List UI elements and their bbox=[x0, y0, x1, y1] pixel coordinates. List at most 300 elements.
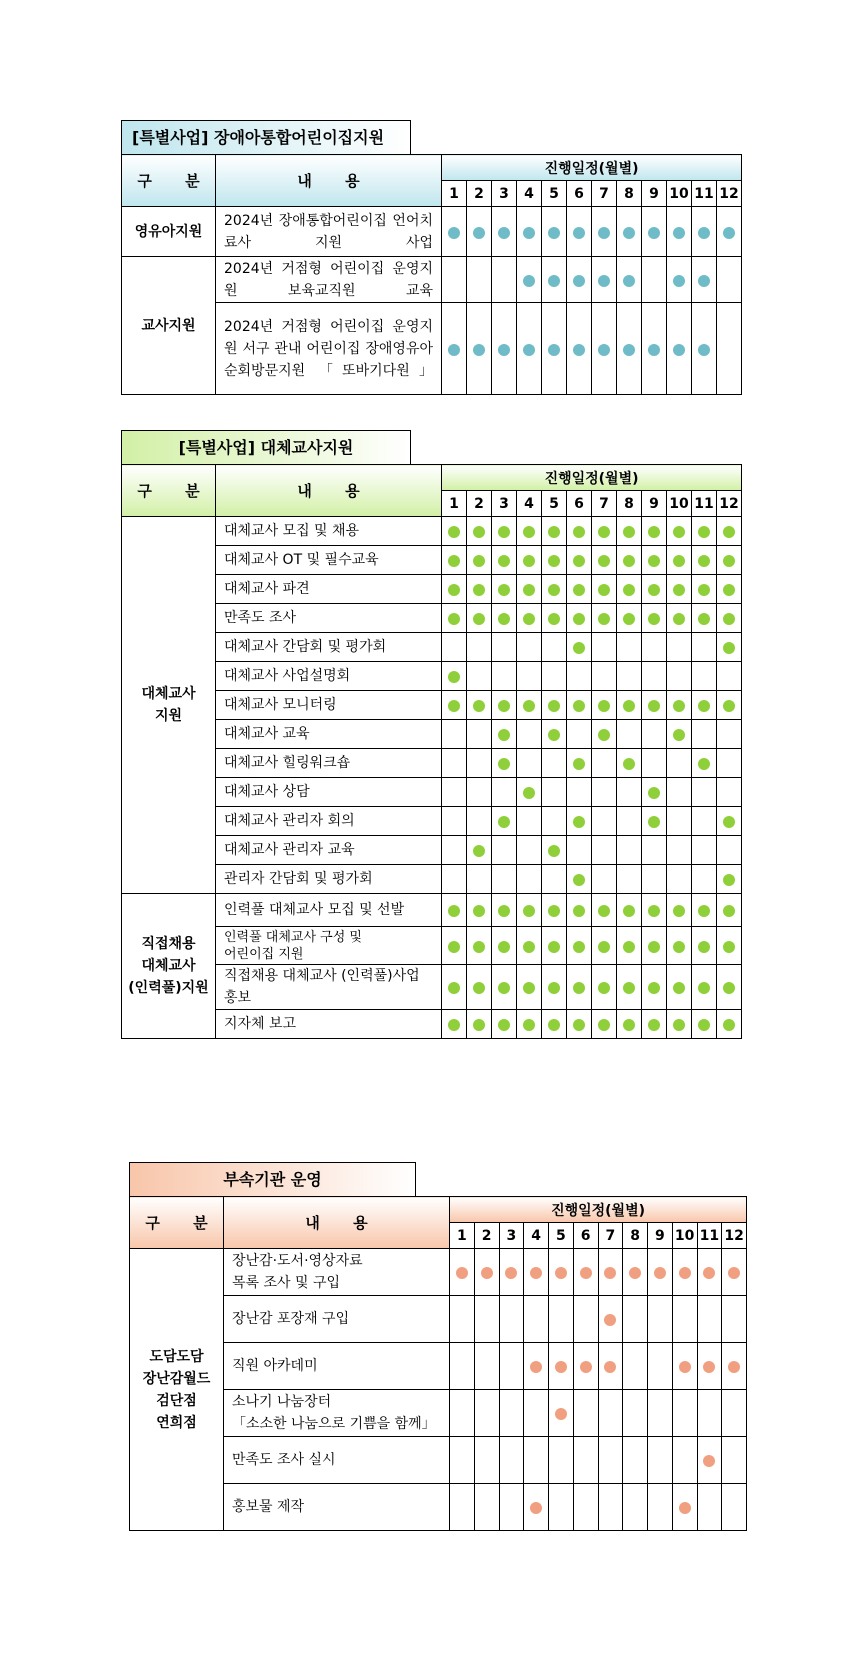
schedule-dot-icon bbox=[723, 700, 735, 712]
month-cell bbox=[592, 633, 617, 662]
month-cell bbox=[542, 257, 567, 303]
month-cell bbox=[542, 207, 567, 257]
section-title-tab bbox=[129, 1162, 416, 1196]
schedule-dot-icon bbox=[548, 1019, 560, 1031]
month-cell bbox=[642, 865, 667, 894]
schedule-dot-icon bbox=[548, 845, 560, 857]
header-content: 내 용 bbox=[224, 1197, 450, 1249]
header-category: 구 분 bbox=[130, 1197, 224, 1249]
month-cell bbox=[517, 633, 542, 662]
category-cell: 직접채용 대체교사 (인력풀)지원 bbox=[122, 894, 216, 1039]
schedule-dot-icon bbox=[573, 613, 585, 625]
month-cell bbox=[467, 1010, 492, 1039]
month-cell bbox=[717, 257, 742, 303]
month-cell bbox=[642, 807, 667, 836]
schedule-dot-icon bbox=[598, 613, 610, 625]
month-cell bbox=[467, 517, 492, 546]
month-cell bbox=[592, 691, 617, 720]
schedule-dot-icon bbox=[580, 1267, 592, 1279]
month-cell bbox=[623, 1249, 648, 1296]
month-cell bbox=[623, 1484, 648, 1531]
month-cell bbox=[667, 836, 692, 865]
schedule-dot-icon bbox=[473, 526, 485, 538]
month-cell bbox=[517, 749, 542, 778]
month-cell bbox=[517, 691, 542, 720]
month-cell bbox=[692, 836, 717, 865]
month-cell bbox=[667, 546, 692, 575]
month-cell bbox=[517, 894, 542, 927]
month-cell bbox=[667, 633, 692, 662]
schedule-dot-icon bbox=[598, 1019, 610, 1031]
schedule-dot-icon bbox=[523, 787, 535, 799]
month-cell bbox=[697, 1484, 722, 1531]
table-row bbox=[130, 1249, 747, 1296]
month-cell bbox=[617, 720, 642, 749]
schedule-dot-icon bbox=[473, 555, 485, 567]
item-cell: 2024년 거점형 어린이집 운영지원 서구 관내 어린이집 장애영유아 순회방문지원 「또바기다원」 bbox=[216, 303, 442, 395]
month-cell bbox=[567, 778, 592, 807]
schedule-dot-icon bbox=[448, 526, 460, 538]
section-title: 부속기관 운영 bbox=[223, 1170, 322, 1189]
month-header: 8 bbox=[623, 1223, 648, 1249]
month-cell bbox=[642, 546, 667, 575]
month-cell bbox=[517, 207, 542, 257]
month-cell bbox=[648, 1343, 673, 1390]
item-cell: 지자체 보고 bbox=[216, 1010, 442, 1039]
month-cell bbox=[492, 303, 517, 395]
schedule-dot-icon bbox=[673, 584, 685, 596]
schedule-dot-icon bbox=[498, 905, 510, 917]
month-cell bbox=[517, 865, 542, 894]
schedule-dot-icon bbox=[573, 758, 585, 770]
header-row bbox=[130, 1197, 747, 1223]
item-cell: 2024년 장애통합어린이집 언어치료사 지원 사업 bbox=[216, 207, 442, 257]
month-cell bbox=[717, 749, 742, 778]
month-header: 11 bbox=[697, 1223, 722, 1249]
header-schedule: 진행일정(월별) bbox=[450, 1197, 747, 1223]
month-cell bbox=[692, 894, 717, 927]
schedule-dot-icon bbox=[623, 555, 635, 567]
month-header: 6 bbox=[573, 1223, 598, 1249]
month-cell bbox=[542, 778, 567, 807]
item-cell: 홍보물 제작 bbox=[224, 1484, 450, 1531]
month-cell bbox=[549, 1249, 574, 1296]
schedule-dot-icon bbox=[498, 700, 510, 712]
month-cell bbox=[450, 1343, 475, 1390]
schedule-dot-icon bbox=[623, 526, 635, 538]
month-cell bbox=[667, 807, 692, 836]
schedule-dot-icon bbox=[448, 941, 460, 953]
month-cell bbox=[623, 1437, 648, 1484]
schedule-dot-icon bbox=[673, 526, 685, 538]
month-cell bbox=[642, 257, 667, 303]
month-cell bbox=[617, 965, 642, 1010]
month-cell bbox=[692, 749, 717, 778]
month-cell bbox=[573, 1296, 598, 1343]
month-header: 3 bbox=[492, 181, 517, 207]
schedule-dot-icon bbox=[548, 941, 560, 953]
schedule-dot-icon bbox=[448, 982, 460, 994]
schedule-dot-icon bbox=[448, 1019, 460, 1031]
schedule-dot-icon bbox=[498, 729, 510, 741]
month-cell bbox=[667, 720, 692, 749]
schedule-dot-icon bbox=[598, 526, 610, 538]
schedule-dot-icon bbox=[523, 941, 535, 953]
month-cell bbox=[617, 1010, 642, 1039]
month-cell bbox=[467, 604, 492, 633]
month-cell bbox=[667, 662, 692, 691]
month-cell bbox=[442, 749, 467, 778]
month-cell bbox=[492, 865, 517, 894]
schedule-dot-icon bbox=[548, 729, 560, 741]
month-cell bbox=[667, 691, 692, 720]
schedule-dot-icon bbox=[598, 227, 610, 239]
schedule-dot-icon bbox=[448, 227, 460, 239]
month-cell bbox=[442, 575, 467, 604]
schedule-dot-icon bbox=[473, 982, 485, 994]
month-cell bbox=[450, 1484, 475, 1531]
schedule-dot-icon bbox=[703, 1455, 715, 1467]
month-cell bbox=[467, 257, 492, 303]
schedule-dot-icon bbox=[623, 758, 635, 770]
month-cell bbox=[648, 1249, 673, 1296]
schedule-dot-icon bbox=[548, 905, 560, 917]
schedule-dot-icon bbox=[598, 555, 610, 567]
schedule-dot-icon bbox=[498, 227, 510, 239]
month-header: 9 bbox=[642, 491, 667, 517]
schedule-dot-icon bbox=[498, 982, 510, 994]
month-cell bbox=[567, 303, 592, 395]
month-cell bbox=[467, 836, 492, 865]
month-cell bbox=[474, 1249, 499, 1296]
item-cell: 인력풀 대체교사 구성 및 어린이집 지원 bbox=[216, 927, 442, 965]
month-cell bbox=[442, 303, 467, 395]
schedule-dot-icon bbox=[698, 941, 710, 953]
month-cell bbox=[642, 662, 667, 691]
month-header: 1 bbox=[442, 181, 467, 207]
month-cell bbox=[567, 207, 592, 257]
schedule-dot-icon bbox=[456, 1267, 468, 1279]
month-header: 5 bbox=[542, 181, 567, 207]
month-cell bbox=[697, 1343, 722, 1390]
schedule-dot-icon bbox=[530, 1267, 542, 1279]
schedule-dot-icon bbox=[573, 227, 585, 239]
month-cell bbox=[692, 546, 717, 575]
header-schedule: 진행일정(월별) bbox=[442, 465, 742, 491]
schedule-dot-icon bbox=[573, 700, 585, 712]
schedule-dot-icon bbox=[473, 845, 485, 857]
month-header: 8 bbox=[617, 491, 642, 517]
month-header: 2 bbox=[467, 491, 492, 517]
month-cell bbox=[492, 575, 517, 604]
month-cell bbox=[592, 836, 617, 865]
month-cell bbox=[623, 1343, 648, 1390]
schedule-dot-icon bbox=[530, 1361, 542, 1373]
month-header: 2 bbox=[467, 181, 492, 207]
month-cell bbox=[598, 1249, 623, 1296]
header-category: 구 분 bbox=[122, 155, 216, 207]
section-title: [특별사업] 대체교사지원 bbox=[178, 438, 354, 457]
month-cell bbox=[692, 965, 717, 1010]
schedule-dot-icon bbox=[673, 729, 685, 741]
schedule-dot-icon bbox=[473, 1019, 485, 1031]
schedule-dot-icon bbox=[548, 613, 560, 625]
month-cell bbox=[467, 807, 492, 836]
month-cell bbox=[499, 1437, 524, 1484]
schedule-dot-icon bbox=[728, 1361, 740, 1373]
schedule-dot-icon bbox=[629, 1267, 641, 1279]
schedule-dot-icon bbox=[698, 227, 710, 239]
schedule-dot-icon bbox=[648, 787, 660, 799]
month-cell bbox=[717, 927, 742, 965]
month-cell bbox=[598, 1390, 623, 1437]
item-cell: 대체교사 관리자 회의 bbox=[216, 807, 442, 836]
month-cell bbox=[642, 720, 667, 749]
schedule-dot-icon bbox=[648, 700, 660, 712]
month-cell bbox=[717, 865, 742, 894]
schedule-dot-icon bbox=[698, 982, 710, 994]
month-cell bbox=[542, 691, 567, 720]
month-cell bbox=[567, 517, 592, 546]
month-cell bbox=[549, 1296, 574, 1343]
month-cell bbox=[567, 720, 592, 749]
month-cell bbox=[667, 965, 692, 1010]
schedule-dot-icon bbox=[448, 905, 460, 917]
schedule-dot-icon bbox=[573, 874, 585, 886]
month-header: 5 bbox=[542, 491, 567, 517]
month-cell bbox=[617, 207, 642, 257]
header-category: 구 분 bbox=[122, 465, 216, 517]
schedule-dot-icon bbox=[604, 1361, 616, 1373]
month-cell bbox=[697, 1249, 722, 1296]
month-cell bbox=[542, 865, 567, 894]
section-title-tab bbox=[121, 430, 411, 464]
item-cell: 대체교사 관리자 교육 bbox=[216, 836, 442, 865]
month-cell bbox=[442, 207, 467, 257]
month-cell bbox=[692, 517, 717, 546]
schedule-dot-icon bbox=[698, 905, 710, 917]
month-header: 2 bbox=[474, 1223, 499, 1249]
month-cell bbox=[573, 1390, 598, 1437]
schedule-dot-icon bbox=[530, 1502, 542, 1514]
schedule-dot-icon bbox=[555, 1267, 567, 1279]
schedule-dot-icon bbox=[498, 555, 510, 567]
month-cell bbox=[467, 303, 492, 395]
month-cell bbox=[542, 303, 567, 395]
month-cell bbox=[648, 1390, 673, 1437]
schedule-dot-icon bbox=[623, 275, 635, 287]
month-cell bbox=[642, 517, 667, 546]
month-cell bbox=[667, 927, 692, 965]
month-cell bbox=[442, 965, 467, 1010]
month-cell bbox=[617, 303, 642, 395]
schedule-dot-icon bbox=[498, 941, 510, 953]
month-cell bbox=[667, 749, 692, 778]
section-title-tab bbox=[121, 120, 411, 154]
month-cell bbox=[667, 894, 692, 927]
month-cell bbox=[598, 1343, 623, 1390]
month-cell bbox=[567, 807, 592, 836]
month-cell bbox=[517, 662, 542, 691]
schedule-dot-icon bbox=[723, 227, 735, 239]
month-cell bbox=[667, 207, 692, 257]
table-row bbox=[122, 257, 742, 303]
schedule-dot-icon bbox=[498, 816, 510, 828]
schedule-dot-icon bbox=[573, 982, 585, 994]
month-cell bbox=[492, 965, 517, 1010]
item-cell: 대체교사 힐링워크숍 bbox=[216, 749, 442, 778]
schedule-dot-icon bbox=[623, 905, 635, 917]
schedule-dot-icon bbox=[498, 584, 510, 596]
month-cell bbox=[648, 1484, 673, 1531]
month-cell bbox=[598, 1296, 623, 1343]
month-cell bbox=[542, 807, 567, 836]
month-cell bbox=[567, 691, 592, 720]
month-cell bbox=[567, 575, 592, 604]
month-cell bbox=[467, 894, 492, 927]
month-cell bbox=[567, 836, 592, 865]
month-cell bbox=[492, 1010, 517, 1039]
schedule-dot-icon bbox=[648, 584, 660, 596]
month-cell bbox=[648, 1296, 673, 1343]
month-header: 1 bbox=[442, 491, 467, 517]
month-cell bbox=[442, 604, 467, 633]
item-cell: 대체교사 사업설명회 bbox=[216, 662, 442, 691]
schedule-dot-icon bbox=[648, 1019, 660, 1031]
month-cell bbox=[667, 778, 692, 807]
schedule-dot-icon bbox=[673, 613, 685, 625]
month-cell bbox=[442, 633, 467, 662]
schedule-dot-icon bbox=[548, 982, 560, 994]
month-cell bbox=[467, 691, 492, 720]
month-cell bbox=[450, 1390, 475, 1437]
month-cell bbox=[623, 1296, 648, 1343]
month-cell bbox=[542, 604, 567, 633]
month-cell bbox=[517, 575, 542, 604]
month-cell bbox=[692, 633, 717, 662]
schedule-dot-icon bbox=[523, 1019, 535, 1031]
month-cell bbox=[442, 546, 467, 575]
item-cell: 대체교사 교육 bbox=[216, 720, 442, 749]
schedule-dot-icon bbox=[448, 584, 460, 596]
schedule-dot-icon bbox=[698, 613, 710, 625]
month-header: 11 bbox=[692, 491, 717, 517]
month-cell bbox=[542, 1010, 567, 1039]
schedule-dot-icon bbox=[473, 700, 485, 712]
month-cell bbox=[467, 575, 492, 604]
month-cell bbox=[642, 836, 667, 865]
schedule-dot-icon bbox=[523, 555, 535, 567]
item-cell: 장난감·도서·영상자료 목록 조사 및 구입 bbox=[224, 1249, 450, 1296]
month-cell bbox=[592, 749, 617, 778]
schedule-dot-icon bbox=[473, 344, 485, 356]
month-cell bbox=[549, 1343, 574, 1390]
month-header: 12 bbox=[717, 181, 742, 207]
month-header: 6 bbox=[567, 181, 592, 207]
month-cell bbox=[592, 575, 617, 604]
schedule-dot-icon bbox=[598, 700, 610, 712]
month-cell bbox=[722, 1484, 747, 1531]
month-cell bbox=[598, 1484, 623, 1531]
month-cell bbox=[542, 965, 567, 1010]
schedule-dot-icon bbox=[448, 555, 460, 567]
schedule-dot-icon bbox=[648, 816, 660, 828]
schedule-dot-icon bbox=[654, 1267, 666, 1279]
month-header: 4 bbox=[517, 491, 542, 517]
schedule-dot-icon bbox=[598, 584, 610, 596]
month-cell bbox=[642, 778, 667, 807]
month-cell bbox=[717, 778, 742, 807]
month-cell bbox=[592, 807, 617, 836]
table-row bbox=[122, 517, 742, 546]
month-cell bbox=[492, 662, 517, 691]
month-cell bbox=[517, 546, 542, 575]
schedule-dot-icon bbox=[728, 1267, 740, 1279]
month-cell bbox=[672, 1390, 697, 1437]
schedule-dot-icon bbox=[473, 941, 485, 953]
month-cell bbox=[573, 1484, 598, 1531]
item-cell: 대체교사 모니터링 bbox=[216, 691, 442, 720]
month-cell bbox=[592, 894, 617, 927]
month-cell bbox=[524, 1343, 549, 1390]
schedule-dot-icon bbox=[648, 227, 660, 239]
month-cell bbox=[467, 965, 492, 1010]
month-cell bbox=[474, 1343, 499, 1390]
month-cell bbox=[442, 778, 467, 807]
month-cell bbox=[567, 257, 592, 303]
month-cell bbox=[722, 1343, 747, 1390]
schedule-dot-icon bbox=[623, 584, 635, 596]
schedule-dot-icon bbox=[448, 671, 460, 683]
schedule-dot-icon bbox=[698, 758, 710, 770]
month-header: 4 bbox=[517, 181, 542, 207]
month-cell bbox=[642, 927, 667, 965]
schedule-dot-icon bbox=[723, 613, 735, 625]
month-cell bbox=[672, 1249, 697, 1296]
month-cell bbox=[517, 836, 542, 865]
month-cell bbox=[667, 865, 692, 894]
month-cell bbox=[567, 865, 592, 894]
month-cell bbox=[717, 207, 742, 257]
month-cell bbox=[717, 546, 742, 575]
month-cell bbox=[499, 1484, 524, 1531]
schedule-dot-icon bbox=[573, 275, 585, 287]
month-cell bbox=[717, 720, 742, 749]
month-cell bbox=[517, 927, 542, 965]
month-cell bbox=[717, 575, 742, 604]
schedule-dot-icon bbox=[723, 905, 735, 917]
month-cell bbox=[450, 1249, 475, 1296]
schedule-dot-icon bbox=[698, 275, 710, 287]
schedule-dot-icon bbox=[623, 227, 635, 239]
schedule-dot-icon bbox=[548, 275, 560, 287]
schedule-dot-icon bbox=[523, 613, 535, 625]
category-cell: 교사지원 bbox=[122, 257, 216, 395]
month-cell bbox=[442, 517, 467, 546]
month-cell bbox=[717, 691, 742, 720]
month-cell bbox=[592, 546, 617, 575]
month-header: 9 bbox=[648, 1223, 673, 1249]
schedule-dot-icon bbox=[623, 700, 635, 712]
month-cell bbox=[592, 662, 617, 691]
schedule-dot-icon bbox=[648, 613, 660, 625]
schedule-dot-icon bbox=[573, 1019, 585, 1031]
schedule-dot-icon bbox=[623, 982, 635, 994]
category-cell: 대체교사 지원 bbox=[122, 517, 216, 894]
month-cell bbox=[617, 546, 642, 575]
month-header: 3 bbox=[492, 491, 517, 517]
schedule-dot-icon bbox=[648, 941, 660, 953]
